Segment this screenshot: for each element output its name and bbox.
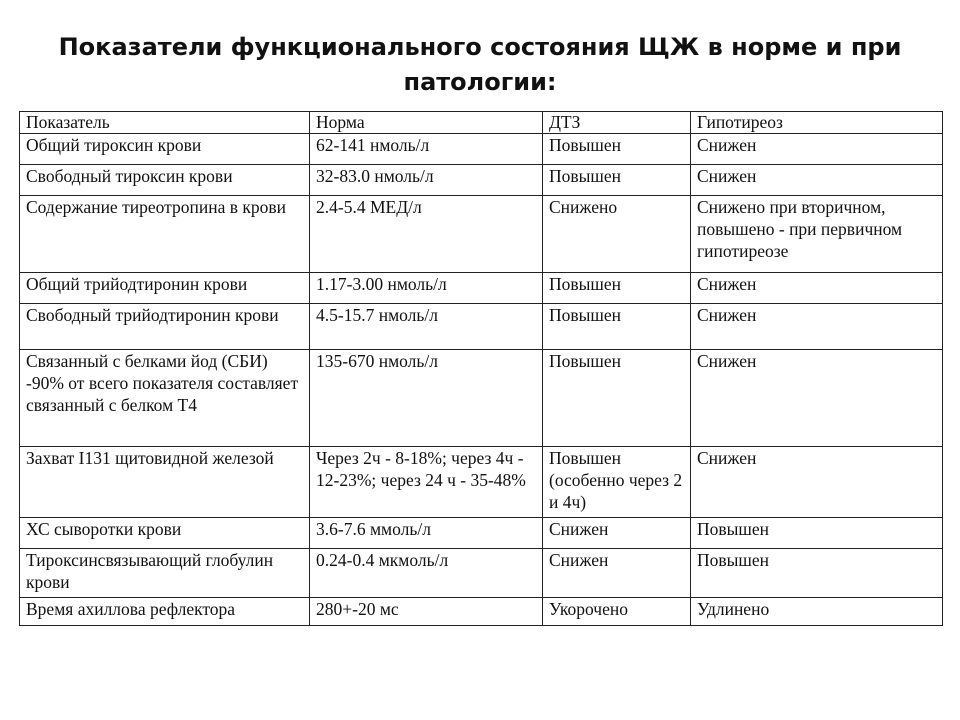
header-cell-norm: Норма <box>310 112 543 134</box>
cell-hypothyroidism: Снижено при вторичном, повышено - при первичном гипотиреозе <box>691 196 943 273</box>
table-row <box>20 134 943 165</box>
cell-hypothyroidism: Снижен <box>691 304 943 350</box>
cell-norm: 4.5-15.7 нмоль/л <box>310 304 543 350</box>
cell-dtz: Снижено <box>543 196 691 273</box>
cell-norm: 135-670 нмоль/л <box>310 350 543 447</box>
header-cell-indicator: Показатель <box>20 112 310 134</box>
cell-dtz: Снижен <box>543 549 691 598</box>
table-row <box>20 549 943 598</box>
cell-norm: 62-141 нмоль/л <box>310 134 543 165</box>
cell-norm: 32-83.0 нмоль/л <box>310 165 543 196</box>
cell-norm: 280+-20 мс <box>310 598 543 626</box>
header-cell-dtz: ДТЗ <box>543 112 691 134</box>
cell-dtz: Повышен <box>543 350 691 447</box>
cell-norm: 2.4-5.4 МЕД/л <box>310 196 543 273</box>
table-row <box>20 350 943 447</box>
cell-hypothyroidism: Повышен <box>691 549 943 598</box>
cell-norm: 1.17-3.00 нмоль/л <box>310 273 543 304</box>
cell-dtz: Повышен <box>543 165 691 196</box>
cell-indicator: Связанный с белками йод (СБИ) -90% от всего показателя составляет связанный с белком Т4 <box>20 350 310 447</box>
cell-hypothyroidism: Повышен <box>691 518 943 549</box>
cell-indicator: Общий трийодтиронин крови <box>20 273 310 304</box>
thyroid-indicators-table <box>19 111 943 626</box>
cell-hypothyroidism: Снижен <box>691 447 943 518</box>
cell-dtz: Повышен (особенно через 2 и 4ч) <box>543 447 691 518</box>
cell-hypothyroidism: Снижен <box>691 273 943 304</box>
table-row <box>20 447 943 518</box>
cell-indicator: Свободный трийодтиронин крови <box>20 304 310 350</box>
table-header-row <box>20 112 943 134</box>
table-row <box>20 165 943 196</box>
header-cell-hypothyroidism: Гипотиреоз <box>691 112 943 134</box>
table-row <box>20 196 943 273</box>
cell-norm: 3.6-7.6 ммоль/л <box>310 518 543 549</box>
cell-dtz: Укорочено <box>543 598 691 626</box>
cell-indicator: Время ахиллова рефлектора <box>20 598 310 626</box>
cell-hypothyroidism: Снижен <box>691 350 943 447</box>
cell-indicator: Свободный тироксин крови <box>20 165 310 196</box>
cell-norm: 0.24-0.4 мкмоль/л <box>310 549 543 598</box>
cell-hypothyroidism: Снижен <box>691 165 943 196</box>
table-row <box>20 273 943 304</box>
cell-dtz: Повышен <box>543 304 691 350</box>
cell-dtz: Снижен <box>543 518 691 549</box>
cell-hypothyroidism: Снижен <box>691 134 943 165</box>
cell-indicator: Тироксинсвязывающий глобулин крови <box>20 549 310 598</box>
cell-dtz: Повышен <box>543 273 691 304</box>
cell-dtz: Повышен <box>543 134 691 165</box>
table-row <box>20 304 943 350</box>
table-row <box>20 598 943 626</box>
cell-indicator: Содержание тиреотропина в крови <box>20 196 310 273</box>
cell-norm: Через 2ч - 8-18%; через 4ч - 12-23%; через 24 ч - 35-48% <box>310 447 543 518</box>
page-title: Показатели функционального состояния ЩЖ в норме и при патологии: <box>58 33 902 96</box>
table-row <box>20 518 943 549</box>
cell-indicator: ХС сыворотки крови <box>20 518 310 549</box>
cell-indicator: Общий тироксин крови <box>20 134 310 165</box>
cell-indicator: Захват I131 щитовидной железой <box>20 447 310 518</box>
cell-hypothyroidism: Удлинено <box>691 598 943 626</box>
